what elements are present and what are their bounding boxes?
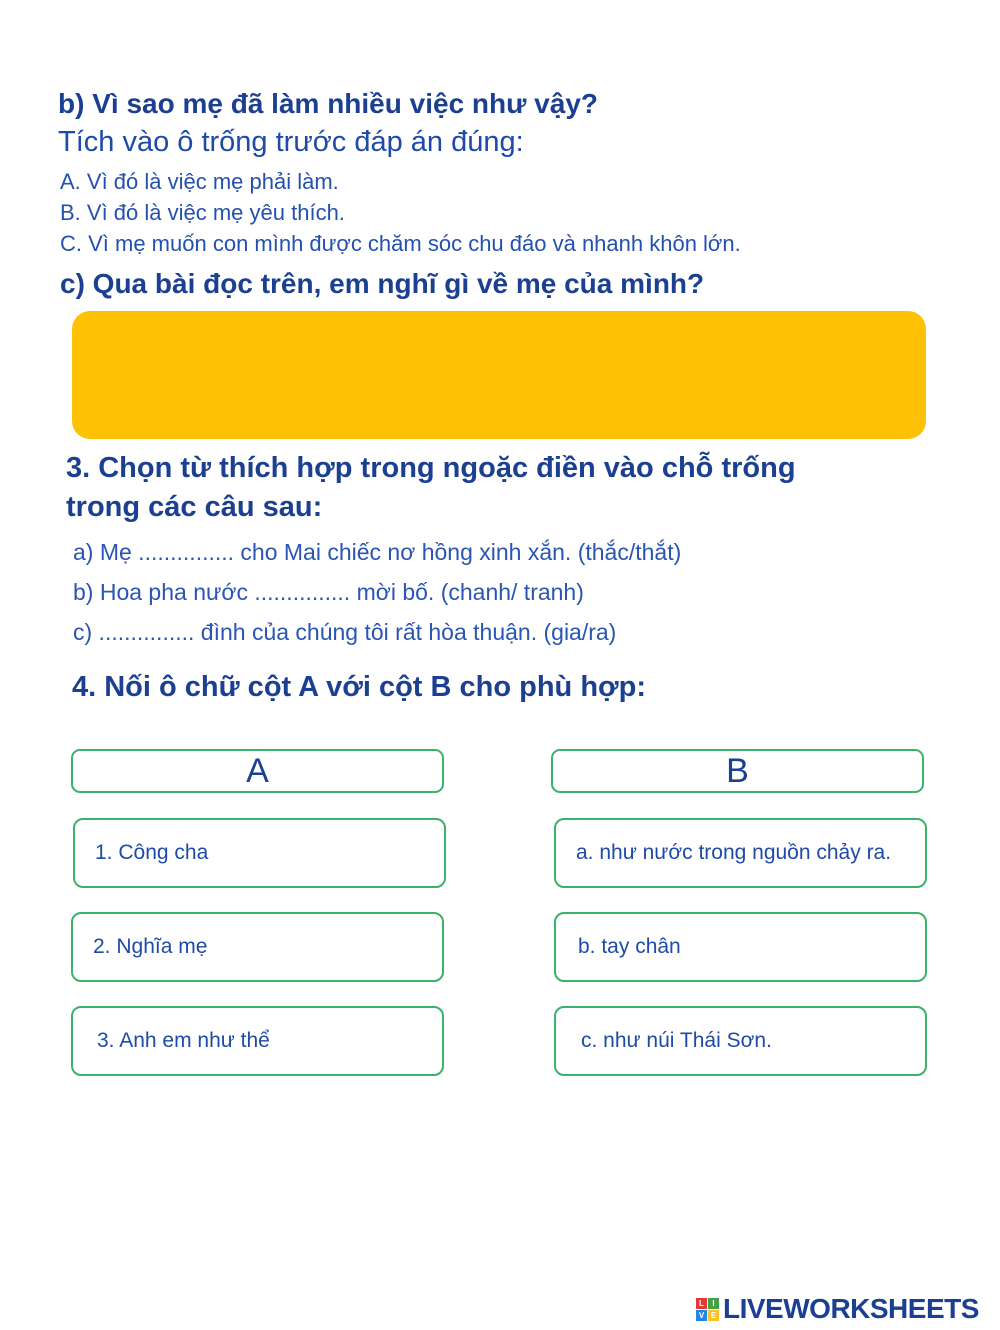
column-a-header: A (71, 749, 444, 793)
logo-letter: V (696, 1310, 707, 1321)
section-b-instruction: Tích vào ô trống trước đáp án đúng: (58, 126, 524, 158)
liveworksheets-logo (696, 1293, 979, 1325)
logo-letter: L (696, 1298, 707, 1309)
logo-mark-icon (696, 1298, 719, 1321)
match-item-b1[interactable]: a. như nước trong nguồn chảy ra. (554, 818, 927, 888)
question-3-title-continued: trong các câu sau: (66, 491, 323, 523)
section-b-question: b) Vì sao mẹ đã làm nhiều việc như vậy? (58, 88, 598, 119)
question-3-title: 3. Chọn từ thích hợp trong ngoặc điền vào chỗ trống (66, 452, 796, 484)
question-4-title: 4. Nối ô chữ cột A với cột B cho phù hợp: (72, 671, 647, 703)
match-item-a3[interactable]: 3. Anh em như thể (71, 1006, 444, 1076)
match-item-a2[interactable]: 2. Nghĩa mẹ (71, 912, 444, 982)
option-a[interactable]: A. Vì đó là việc mẹ phải làm. (60, 169, 339, 194)
fill-blank-b[interactable]: b) Hoa pha nước ............... mời bố. (chanh/ tranh) (73, 579, 584, 605)
option-c[interactable]: C. Vì mẹ muốn con mình được chăm sóc chu đáo và nhanh khôn lớn. (60, 231, 741, 256)
match-item-a1[interactable]: 1. Công cha (73, 818, 446, 888)
fill-blank-a[interactable]: a) Mẹ ............... cho Mai chiếc nơ hồng xinh xắn. (thắc/thắt) (73, 539, 682, 565)
option-b[interactable]: B. Vì đó là việc mẹ yêu thích. (60, 200, 345, 225)
column-b-header: B (551, 749, 924, 793)
match-item-b3[interactable]: c. như núi Thái Sơn. (554, 1006, 927, 1076)
logo-letter: I (708, 1298, 719, 1309)
logo-text: LIVEWORKSHEETS (723, 1293, 979, 1324)
fill-blank-c[interactable]: c) ............... đình của chúng tôi rất hòa thuận. (gia/ra) (73, 619, 617, 645)
answer-text-box[interactable] (72, 311, 926, 439)
match-item-b2[interactable]: b. tay chân (554, 912, 927, 982)
logo-letter: E (708, 1310, 719, 1321)
section-c-question: c) Qua bài đọc trên, em nghĩ gì về mẹ của mình? (60, 268, 705, 299)
